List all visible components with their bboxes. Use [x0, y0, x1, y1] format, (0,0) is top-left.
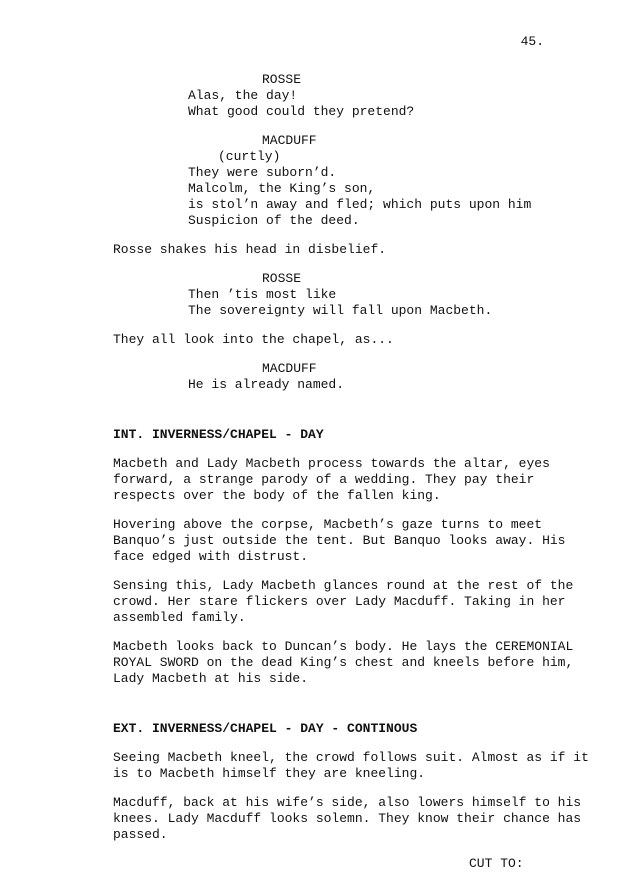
dialogue-line: The sovereignty will fall upon Macbeth.: [188, 303, 493, 318]
action-line: crowd. Her stare flickers over Lady Macduff. Taking in her: [113, 594, 566, 609]
action-line: Sensing this, Lady Macbeth glances round at the rest of the: [113, 578, 574, 593]
spacer: [113, 258, 573, 271]
spacer: [113, 229, 573, 242]
action-line: They all look into the chapel, as...: [113, 332, 394, 347]
action-line: Hovering above the corpse, Macbeth’s gaze turns to meet: [113, 517, 543, 532]
dialogue-line: Then ’tis most like: [188, 287, 337, 302]
action-line: respects over the body of the fallen king.: [113, 488, 441, 503]
action-line: is to Macbeth himself they are kneeling.: [113, 766, 426, 781]
spacer: [113, 120, 573, 133]
dialogue-line: Malcolm, the King’s son,: [188, 181, 376, 196]
action-line: Rosse shakes his head in disbelief.: [113, 242, 387, 257]
page-number: 45.: [520, 34, 544, 49]
action-line: forward, a strange parody of a wedding. They pay their: [113, 472, 535, 487]
spacer: [113, 504, 573, 517]
spacer: [113, 737, 573, 750]
action-line: Macbeth looks back to Duncan’s body. He lays the CEREMONIAL: [113, 639, 574, 654]
spacer: [113, 348, 573, 361]
dialogue-line: They were suborn’d.: [188, 165, 337, 180]
dialogue-line: is stol’n away and fled; which puts upon him: [188, 197, 532, 212]
action-line: assembled family.: [113, 610, 246, 625]
spacer: [113, 319, 573, 332]
spacer: [113, 443, 573, 456]
parenthetical: (curtly): [218, 149, 281, 164]
scene-heading: EXT. INVERNESS/CHAPEL - DAY - CONTINOUS: [113, 721, 418, 736]
dialogue-line: Suspicion of the deed.: [188, 213, 360, 228]
character-cue: ROSSE: [262, 72, 302, 87]
action-line: Lady Macbeth at his side.: [113, 671, 309, 686]
scene-heading: INT. INVERNESS/CHAPEL - DAY: [113, 427, 324, 442]
spacer: [113, 843, 573, 856]
dialogue-line: What good could they pretend?: [188, 104, 415, 119]
action-line: Macduff, back at his wife’s side, also lowers himself to his: [113, 795, 582, 810]
action-line: ROYAL SWORD on the dead King’s chest and kneels before him,: [113, 655, 574, 670]
action-line: Seeing Macbeth kneel, the crowd follows suit. Almost as if it: [113, 750, 589, 765]
dialogue-line: Alas, the day!: [188, 88, 298, 103]
spacer: [113, 687, 573, 721]
action-line: Banquo’s just outside the tent. But Banquo looks away. His: [113, 533, 566, 548]
screenplay-body: [113, 72, 589, 872]
action-line: Macbeth and Lady Macbeth process towards the altar, eyes: [113, 456, 550, 471]
character-cue: MACDUFF: [262, 361, 317, 376]
transition: CUT TO:: [469, 856, 524, 871]
spacer: [113, 626, 573, 639]
action-line: passed.: [113, 827, 168, 842]
action-line: face edged with distrust.: [113, 549, 309, 564]
dialogue-line: He is already named.: [188, 377, 345, 392]
action-line: knees. Lady Macduff looks solemn. They know their chance has: [113, 811, 582, 826]
character-cue: MACDUFF: [262, 133, 317, 148]
spacer: [113, 782, 573, 795]
spacer: [113, 565, 573, 578]
spacer: [113, 393, 573, 427]
character-cue: ROSSE: [262, 271, 302, 286]
